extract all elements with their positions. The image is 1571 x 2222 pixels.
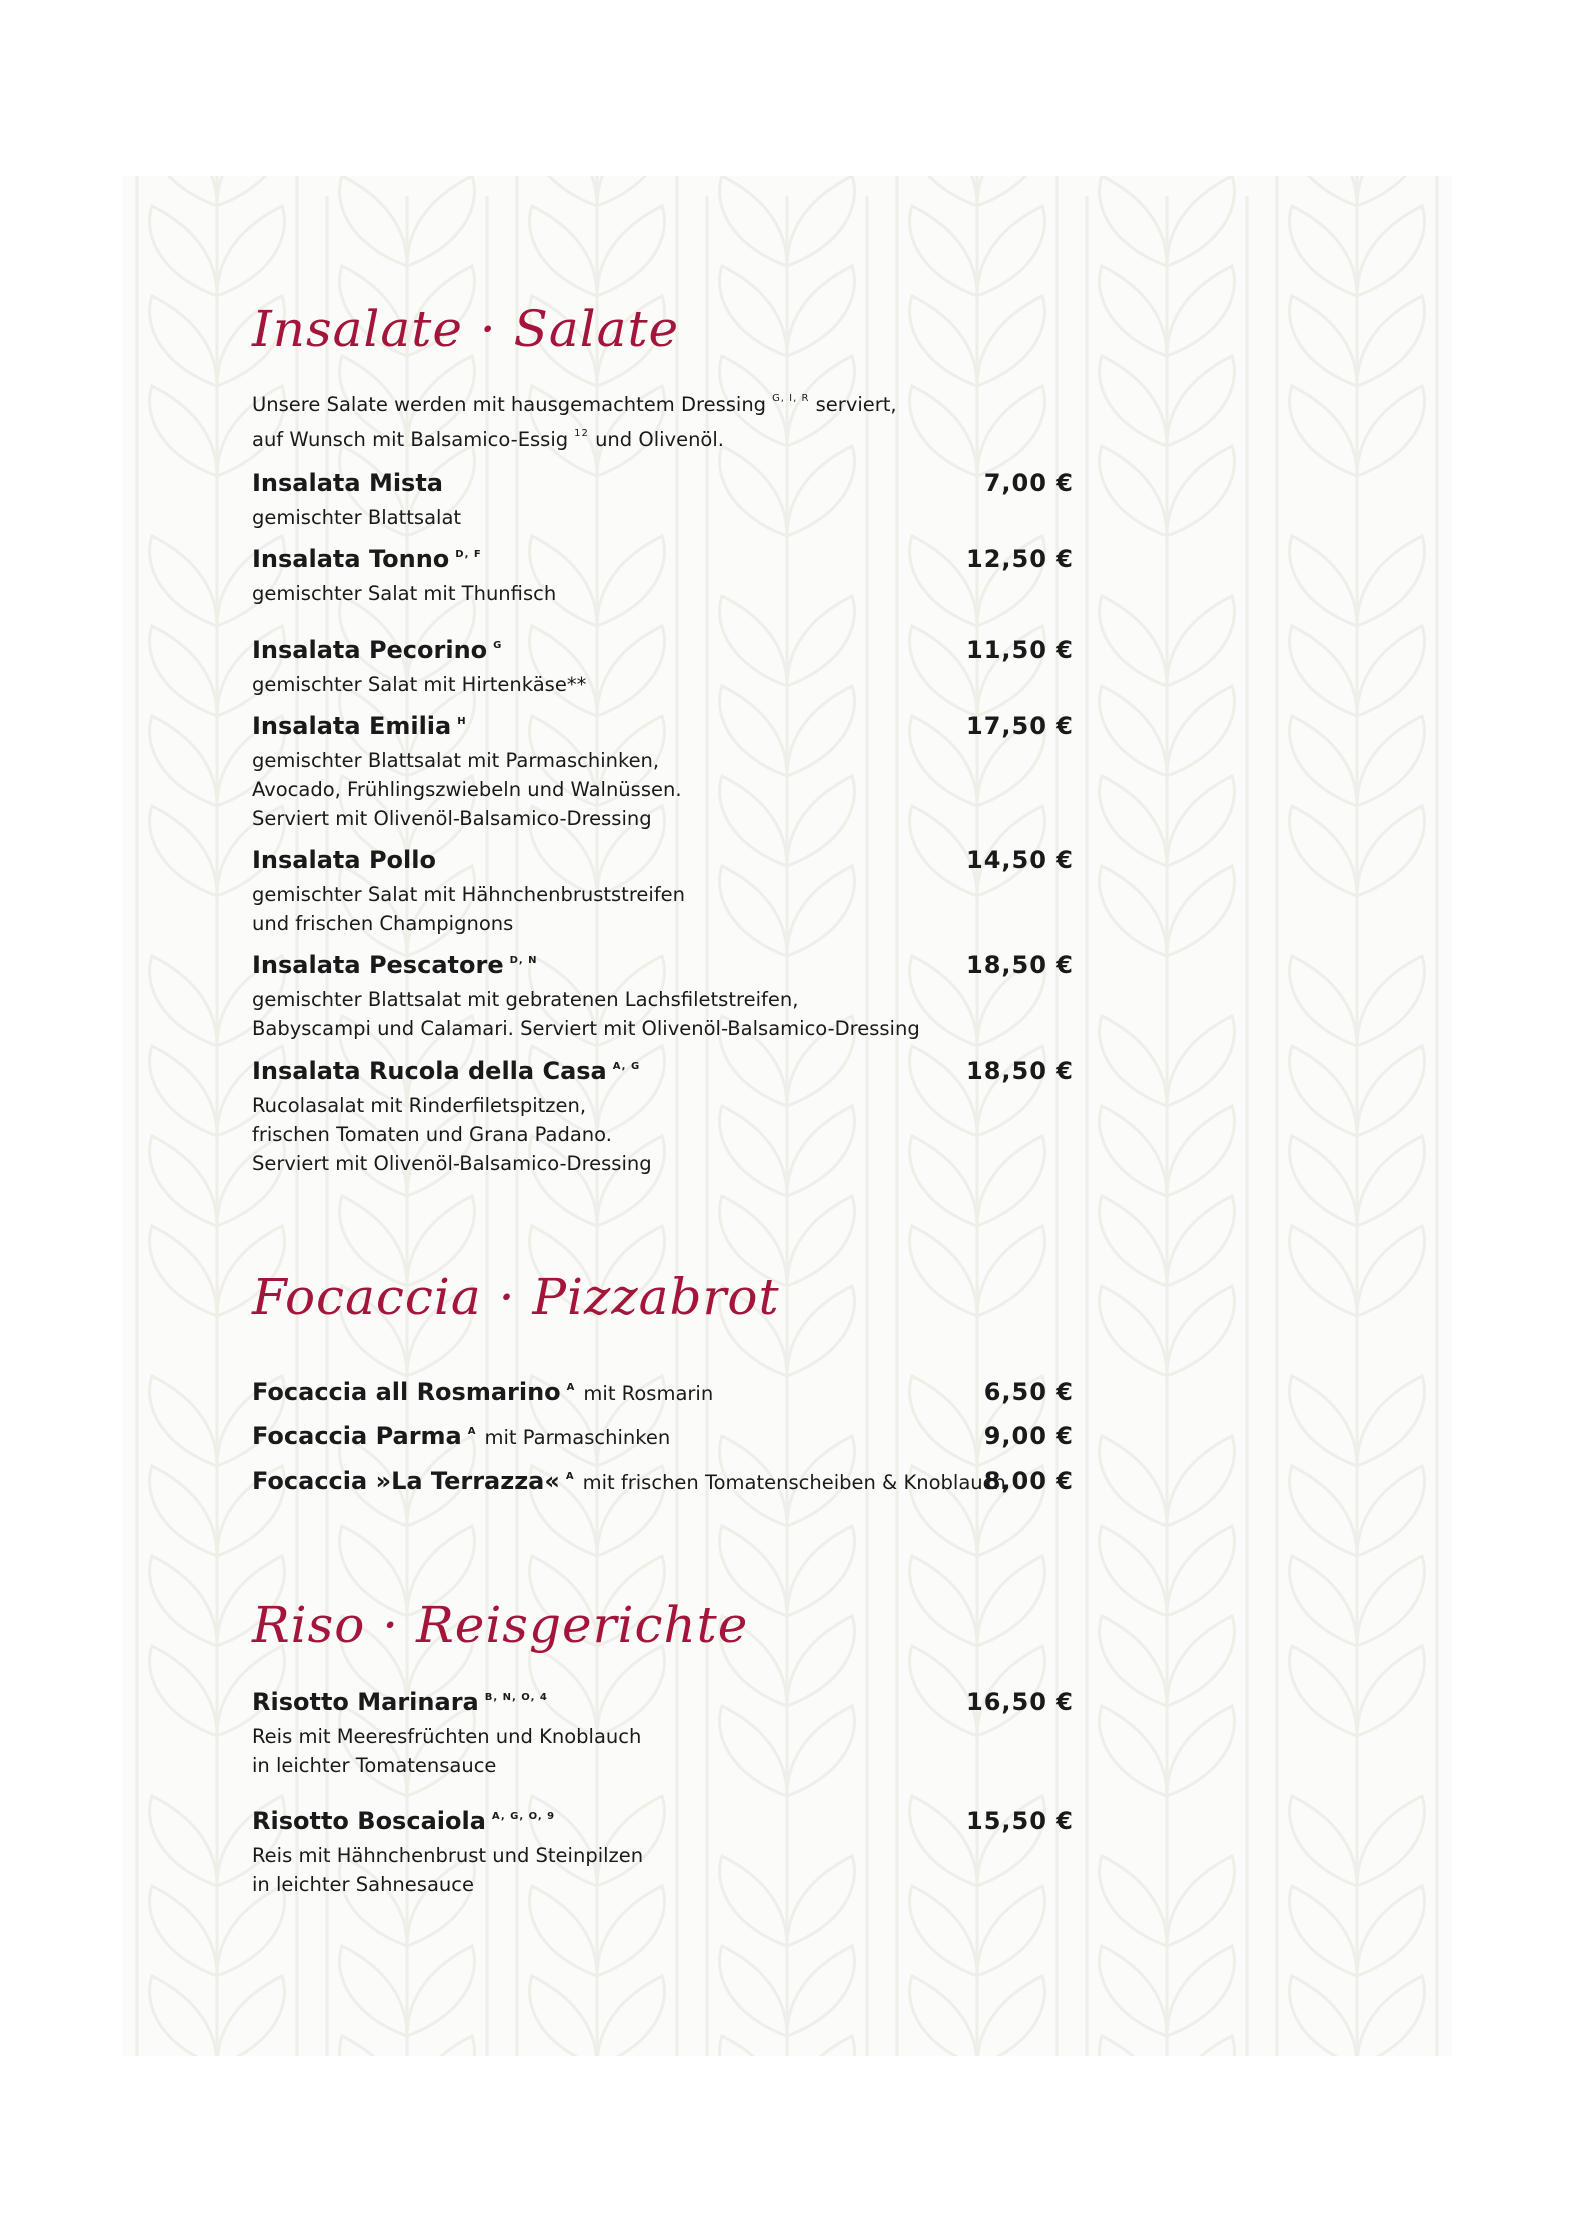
menu-item-header bbox=[252, 469, 1074, 503]
intro-text: und Olivenöl. bbox=[595, 428, 724, 451]
menu-item-header bbox=[252, 846, 1074, 880]
allergen-codes: D, F bbox=[455, 549, 482, 560]
menu-item bbox=[252, 636, 1074, 699]
menu-item-description: gemischter Salat mit Hirtenkäse** bbox=[252, 673, 587, 696]
menu-item-price: 12,50 € bbox=[966, 545, 1074, 573]
allergen-codes: 12 bbox=[574, 428, 589, 439]
menu-item-name: Insalata Mista bbox=[252, 469, 444, 497]
menu-item-description: gemischter Blattsalat bbox=[252, 506, 462, 529]
menu-item-description: gemischter Blattsalat mit Parmaschinken, bbox=[252, 749, 660, 772]
menu-item-header bbox=[252, 636, 1074, 670]
section-title-salads: Insalate · Salate bbox=[252, 300, 680, 358]
menu-item-extra: mit Rosmarin bbox=[583, 1382, 714, 1405]
focaccia-item bbox=[252, 1378, 1074, 1412]
menu-item-price: 7,00 € bbox=[983, 469, 1074, 497]
allergen-codes: A, G, O, 9 bbox=[491, 1811, 556, 1822]
menu-item-description: Rucolasalat mit Rinderfiletspitzen, bbox=[252, 1094, 587, 1117]
menu-item-header bbox=[252, 951, 1074, 985]
menu-item-header bbox=[252, 712, 1074, 746]
allergen-codes: D, N bbox=[509, 955, 538, 966]
menu-item-description: Avocado, Frühlingszwiebeln und Walnüssen. bbox=[252, 778, 682, 801]
menu-item-extra: mit frischen Tomatenscheiben & Knoblauch bbox=[582, 1471, 1006, 1494]
allergen-codes: A bbox=[565, 1471, 575, 1482]
menu-item-name: Insalata Pollo bbox=[252, 846, 436, 874]
menu-item-price: 8,00 € bbox=[983, 1467, 1074, 1495]
menu-item-name: Insalata Pecorino bbox=[252, 636, 488, 664]
menu-item bbox=[252, 1057, 1074, 1178]
menu-item-description: in leichter Sahnesauce bbox=[252, 1873, 474, 1896]
menu-item-price: 16,50 € bbox=[966, 1688, 1074, 1716]
menu-item-description: in leichter Tomatensauce bbox=[252, 1754, 497, 1777]
menu-item-description: gemischter Blattsalat mit gebratenen Lachsfiletstreifen, bbox=[252, 988, 799, 1011]
menu-item-header bbox=[252, 545, 1074, 579]
menu-item-price: 17,50 € bbox=[966, 712, 1074, 740]
allergen-codes: A, G bbox=[612, 1061, 641, 1072]
menu-item-price: 18,50 € bbox=[966, 951, 1074, 979]
menu-item bbox=[252, 846, 1074, 938]
allergen-codes: A bbox=[566, 1382, 576, 1393]
menu-item-description: gemischter Salat mit Thunfisch bbox=[252, 582, 557, 605]
menu-item-name: Insalata Pescatore bbox=[252, 951, 504, 979]
menu-item bbox=[252, 951, 1074, 1043]
menu-item-header bbox=[252, 1807, 1074, 1841]
menu-item-description: gemischter Salat mit Hähnchenbruststreifen bbox=[252, 883, 686, 906]
focaccia-item bbox=[252, 1467, 1074, 1501]
menu-item-description: Reis mit Meeresfrüchten und Knoblauch bbox=[252, 1725, 642, 1748]
menu-item-price: 15,50 € bbox=[966, 1807, 1074, 1835]
allergen-codes: G bbox=[493, 640, 503, 651]
menu-item-name: Insalata Emilia bbox=[252, 712, 452, 740]
menu-item-name: Risotto Marinara bbox=[252, 1688, 479, 1716]
focaccia-item bbox=[252, 1422, 1074, 1456]
menu-item-extra: mit Parmaschinken bbox=[484, 1426, 671, 1449]
menu-item bbox=[252, 545, 1074, 608]
intro-text: serviert, bbox=[815, 393, 897, 416]
menu-item-description: Reis mit Hähnchenbrust und Steinpilzen bbox=[252, 1844, 644, 1867]
menu-item-description: frischen Tomaten und Grana Padano. bbox=[252, 1123, 612, 1146]
menu-item-price: 6,50 € bbox=[983, 1378, 1074, 1406]
menu-item-price: 11,50 € bbox=[966, 636, 1074, 664]
section-title-risotto: Riso · Reisgerichte bbox=[252, 1596, 749, 1654]
menu-item-description: und frischen Champignons bbox=[252, 912, 514, 935]
allergen-codes: G, I, R bbox=[772, 393, 810, 404]
menu-item-header bbox=[252, 1057, 1074, 1091]
section-title-focaccia: Focaccia · Pizzabrot bbox=[252, 1268, 780, 1326]
menu-item-description: Serviert mit Olivenöl-Balsamico-Dressing bbox=[252, 1152, 652, 1175]
menu-item-price: 18,50 € bbox=[966, 1057, 1074, 1085]
menu-item-description: Serviert mit Olivenöl-Balsamico-Dressing bbox=[252, 807, 652, 830]
allergen-codes: A bbox=[467, 1426, 477, 1437]
menu-item-name: Risotto Boscaiola bbox=[252, 1807, 486, 1835]
intro-text: Unsere Salate werden mit hausgemachtem Dressing bbox=[252, 393, 767, 416]
menu-item-header bbox=[252, 1688, 1074, 1722]
menu-item bbox=[252, 712, 1074, 833]
menu-item-name: Insalata Rucola della Casa bbox=[252, 1057, 607, 1085]
salads-intro bbox=[252, 384, 897, 454]
menu-item-name: Focaccia all Rosmarino bbox=[252, 1378, 561, 1406]
menu-item-name: Insalata Tonno bbox=[252, 545, 450, 573]
menu-item-description: Babyscampi und Calamari. Serviert mit Olivenöl-Balsamico-Dressing bbox=[252, 1017, 920, 1040]
allergen-codes: B, N, O, 4 bbox=[484, 1692, 548, 1703]
menu-item-price: 9,00 € bbox=[983, 1422, 1074, 1450]
menu-item bbox=[252, 1807, 1074, 1899]
menu-item bbox=[252, 1688, 1074, 1780]
menu-item-price: 14,50 € bbox=[966, 846, 1074, 874]
allergen-codes: H bbox=[457, 716, 467, 727]
menu-item-name: Focaccia »La Terrazza« bbox=[252, 1467, 560, 1495]
intro-text: auf Wunsch mit Balsamico-Essig bbox=[252, 428, 569, 451]
menu-item-name: Focaccia Parma bbox=[252, 1422, 462, 1450]
menu-item bbox=[252, 469, 1074, 532]
